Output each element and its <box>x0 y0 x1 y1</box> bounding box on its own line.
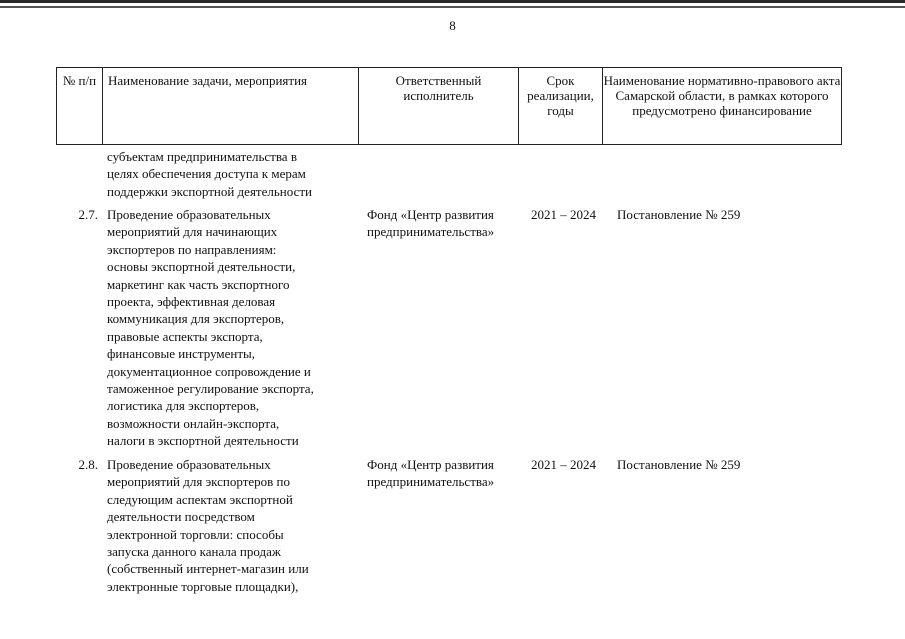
header-act: Наименование нормативно-правового акта Самарской области, в рамках которого предусмотрено финансирование <box>603 73 841 118</box>
task-line: финансовые инструменты, <box>107 346 256 362</box>
task-line: следующим аспектам экспортной <box>107 491 293 507</box>
header-num: № п/п <box>57 68 103 144</box>
task-line: налоги в экспортной деятельности <box>107 433 299 449</box>
scan-top-border-2 <box>0 6 905 8</box>
task-line: электронные торговые площадки), <box>107 578 299 594</box>
task-line: электронной торговли: способы <box>107 526 284 542</box>
act-cell: Постановление № 259 <box>617 457 741 472</box>
responsible-cell <box>363 456 527 595</box>
task-line: мероприятий для экспортеров по <box>107 474 290 490</box>
task-line: правовые аспекты экспорта, <box>107 328 263 344</box>
act-cell: Постановление № 259 <box>617 207 741 222</box>
term-cell: 2021 – 2024 <box>531 457 596 472</box>
page-number: 8 <box>449 18 456 33</box>
responsible-cell <box>363 206 527 450</box>
responsible-line: Фонд «Центр развития <box>367 457 494 472</box>
task-line: экспортеров по направлениям: <box>107 241 277 257</box>
task-line: поддержки экспортной деятельности <box>107 183 312 199</box>
header-task: Наименование задачи, мероприятия <box>103 68 359 144</box>
task-line: проекта, эффективная деловая <box>107 294 276 310</box>
table-row <box>56 206 855 450</box>
header-term: Срок реализации, годы <box>519 68 603 144</box>
row-number: 2.7. <box>78 207 98 222</box>
task-cell <box>102 456 363 595</box>
task-line: Проведение образовательных <box>107 207 271 222</box>
task-line: маркетинг как часть экспортного <box>107 276 290 292</box>
task-line: таможенное регулирование экспорта, <box>107 381 314 397</box>
task-line: деятельности посредством <box>107 509 255 525</box>
task-line: (собственный интернет-магазин или <box>107 561 309 577</box>
table-row-continuation <box>56 148 363 200</box>
task-line: документационное сопровождение и <box>107 363 311 379</box>
task-line: возможности онлайн-экспорта, <box>107 415 280 431</box>
scan-top-border <box>0 0 905 3</box>
task-cell <box>102 206 363 450</box>
table-row <box>56 456 855 595</box>
task-cell <box>102 148 363 200</box>
header-responsible: Ответственный исполнитель <box>359 68 519 144</box>
task-line: запуска данного канала продаж <box>107 544 281 560</box>
task-line: субъектам предпринимательства в <box>107 149 297 164</box>
responsible-line: предпринимательства» <box>367 224 495 240</box>
table-header <box>56 67 842 145</box>
row-number: 2.8. <box>78 457 98 472</box>
responsible-line: предпринимательства» <box>367 474 495 490</box>
task-line: Проведение образовательных <box>107 457 271 472</box>
term-cell: 2021 – 2024 <box>531 207 596 222</box>
task-line: логистика для экспортеров, <box>107 398 260 414</box>
task-line: основы экспортной деятельности, <box>107 259 296 275</box>
task-line: коммуникация для экспортеров, <box>107 311 285 327</box>
responsible-line: Фонд «Центр развития <box>367 207 494 222</box>
task-line: целях обеспечения доступа к мерам <box>107 166 306 182</box>
task-line: мероприятий для начинающих <box>107 224 278 240</box>
